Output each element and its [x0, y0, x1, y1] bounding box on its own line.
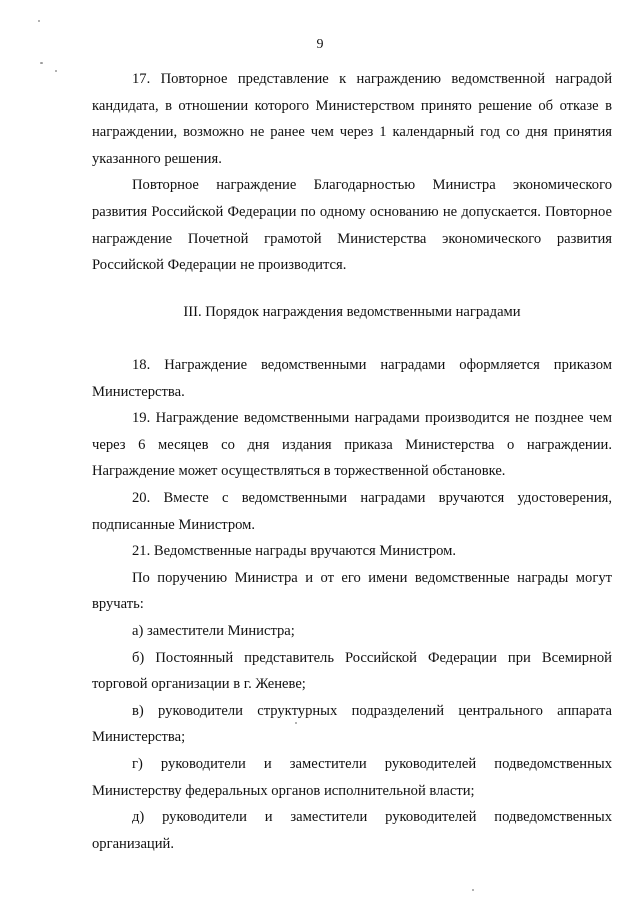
paragraph-19: 19. Награждение ведомственными наградами производится не позднее чем через 6 месяцев со дня издания приказа Министерства о награждении. Награждение может осуществляться в торжественной обстановке. — [92, 410, 612, 480]
paragraph-repeat-award: Повторное награждение Благодарностью Министра экономического развития Российской Федерации по одному основанию не допускается. Повторное награждение Почетной грамотой Министерства экономического развития Российской Федерации не производится. — [92, 177, 612, 274]
scan-speck — [38, 20, 40, 22]
paragraph-block-bottom — [92, 352, 612, 857]
scan-speck — [295, 722, 297, 724]
paragraph-21: 21. Ведомственные награды вручаются Министром. — [132, 543, 457, 560]
list-item-d: д) руководители и заместители руководителей подведомственных организаций. — [92, 809, 612, 852]
paragraph-block-top — [92, 66, 612, 279]
page-number: 9 — [316, 37, 324, 52]
paragraph-delegation: По поручению Министра и от его имени ведомственные награды могут вручать: — [92, 569, 612, 613]
list-item-b: б) Постоянный представитель Российской Федерации при Всемирной торговой организации в г. Женеве; — [92, 649, 612, 693]
scan-speck — [472, 889, 474, 891]
paragraph-18: 18. Награждение ведомственными наградами оформляется приказом Министерства. — [92, 357, 612, 400]
list-item-v: в) руководители структурных подразделений центрального аппарата Министерства; — [92, 702, 612, 746]
scan-speck — [55, 70, 57, 72]
scan-speck — [40, 62, 43, 64]
paragraph-17: 17. Повторное представление к награждению ведомственной наградой кандидата, в отношении которого Министерством принято решение об отказе в награждении, возможно не ранее чем через 1 календарный год со дня принятия указанного решения. — [92, 71, 612, 167]
list-item-a: а) заместители Министра; — [132, 622, 295, 639]
section-heading-iii: III. Порядок награждения ведомственными наградами — [183, 304, 521, 320]
list-item-g: г) руководители и заместители руководителей подведомственных Министерству федеральных органов исполнительной власти; — [92, 755, 612, 799]
paragraph-20: 20. Вместе с ведомственными наградами вручаются удостоверения, подписанные Министром. — [92, 489, 612, 533]
